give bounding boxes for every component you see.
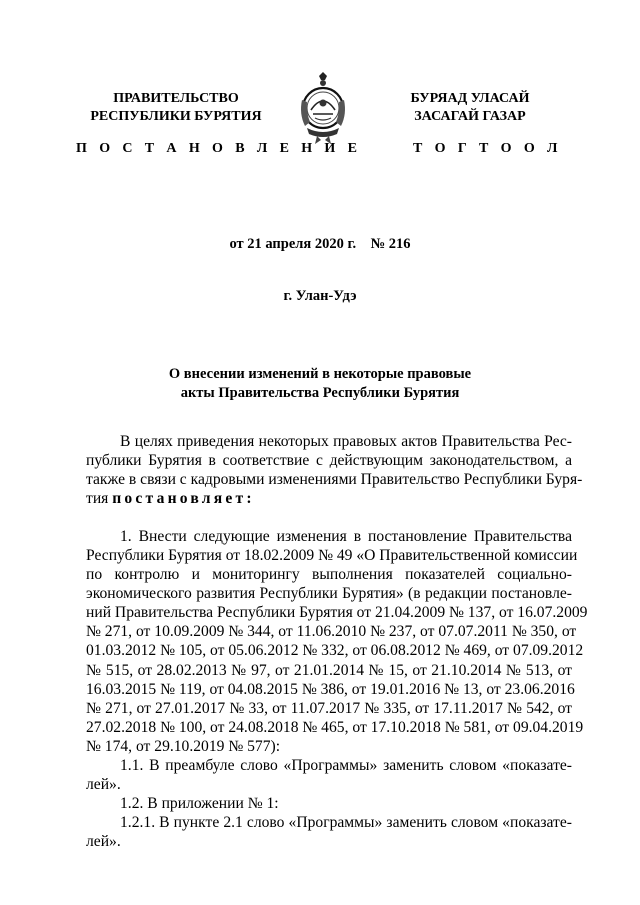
- item1-line: 16.03.2015 № 119, от 04.08.2015 № 386, от 19.01.2016 № 13, от 23.06.2016: [86, 680, 575, 698]
- preamble-line: В целях приведения некоторых правовых актов Правительства Рес-: [120, 433, 572, 450]
- document-title: [0, 365, 640, 403]
- item1-2-1-line: лей».: [86, 832, 121, 850]
- emblem-icon: [297, 70, 349, 146]
- postanovlyaet-keyword: постановляет:: [112, 490, 255, 508]
- item-1-2-1: [86, 813, 572, 851]
- right-header: [370, 90, 570, 126]
- title-line2: акты Правительства Республики Бурятия: [180, 385, 460, 401]
- item1-line: 1. Внести следующие изменения в постановление Правительства: [120, 528, 572, 546]
- item1-line: № 271, от 27.01.2017 № 33, от 11.07.2017 № 335, от 17.11.2017 № 542, от: [86, 699, 572, 717]
- item1-line: 01.03.2012 № 105, от 05.06.2012 № 332, от 06.08.2012 № 469, от 07.09.2012: [86, 642, 584, 660]
- city: г. Улан-Удэ: [283, 288, 357, 304]
- coat-of-arms-emblem: [297, 70, 349, 146]
- item1-1-line: лей».: [86, 775, 121, 793]
- date-number: от 21 апреля 2020 г. № 216: [229, 236, 411, 252]
- right-header-line1: БУРЯАД УЛАСАЙ: [410, 91, 530, 106]
- item-1-1: [86, 756, 572, 794]
- item1-line: № 174, от 29.10.2019 № 577):: [86, 737, 281, 755]
- item1-line: № 515, от 28.02.2013 № 97, от 21.01.2014 № 15, от 21.10.2014 № 513, от: [86, 661, 572, 679]
- preamble-line-4: [86, 489, 572, 508]
- item1-2-line: 1.2. В приложении № 1:: [120, 794, 279, 812]
- preamble-line4-start: тия: [86, 490, 109, 508]
- left-doc-type: П О С Т А Н О В Л Е Н И Е: [76, 141, 362, 156]
- item1-line: № 271, от 10.09.2009 № 344, от 11.06.2010 № 237, от 07.07.2011 № 350, от: [86, 623, 577, 641]
- right-doc-type: Т О Г Т О О Л: [413, 141, 562, 156]
- item1-2-1-line: 1.2.1. В пункте 2.1 слово «Программы» заменить словом «показате-: [120, 813, 572, 831]
- title-line1: О внесении изменений в некоторые правовые: [168, 366, 472, 382]
- item1-line: ний Правительства Республики Бурятия от 21.04.2009 № 137, от 16.07.2009: [86, 604, 588, 622]
- left-header-line2: РЕСПУБЛИКИ БУРЯТИЯ: [90, 109, 262, 124]
- item1-1-line: 1.1. В преамбуле слово «Программы» заменить словом «показате-: [120, 756, 572, 774]
- item1-line: экономического развития Республики Бурятия» (в редакции постановле-: [86, 585, 572, 603]
- item-1-2: [86, 794, 572, 813]
- item1-line: Республики Бурятия от 18.02.2009 № 49 «О Правительственной комиссии: [86, 547, 578, 565]
- item1-line: по контролю и мониторингу выполнения показателей социально-: [86, 566, 572, 584]
- right-header-line2: ЗАСАГАЙ ГАЗАР: [414, 109, 526, 124]
- item-1: [86, 527, 588, 756]
- preamble: [86, 432, 583, 508]
- document-body: [86, 432, 588, 851]
- item1-line: 27.02.2018 № 100, от 24.08.2018 № 465, от 17.10.2018 № 581, от 09.04.2019: [86, 718, 584, 736]
- preamble-line: публики Бурятия в соответствие с действующим законодательством, а: [86, 452, 572, 470]
- left-header-line1: ПРАВИТЕЛЬСТВО: [113, 91, 239, 106]
- left-header: [76, 90, 276, 126]
- preamble-line: также в связи с кадровыми изменениями Правительство Республики Буря-: [86, 471, 583, 489]
